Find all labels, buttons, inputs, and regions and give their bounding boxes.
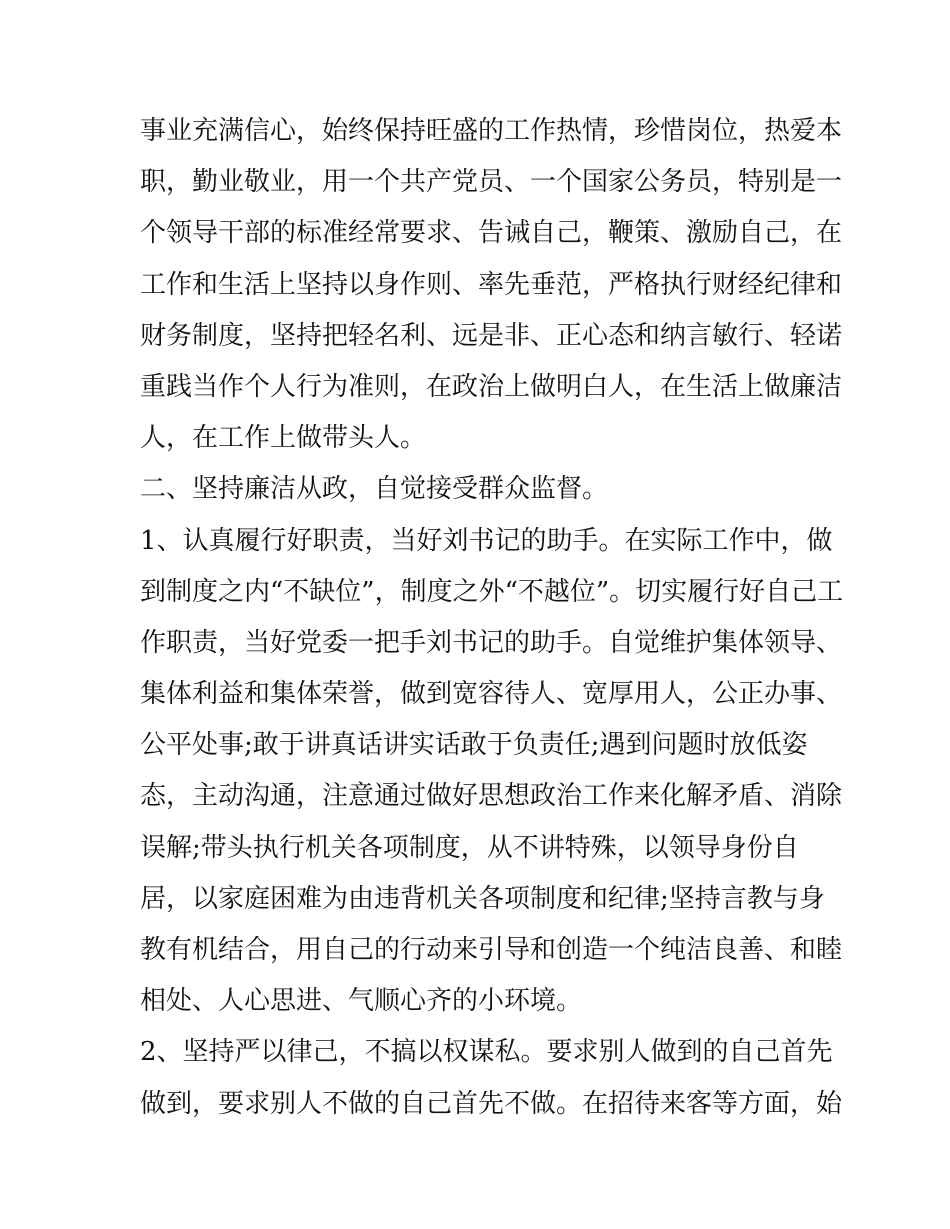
text-line: 误解;带头执行机关各项制度，从不讲特殊，以领导身份自	[140, 832, 799, 863]
text-line: 态，主动沟通，注意通过做好思想政治工作来化解矛盾、消除	[140, 781, 843, 812]
text-line: 教有机结合，用自己的行动来引导和创造一个纯洁良善、和睦	[140, 935, 843, 965]
text-line: 人，在工作上做带头人。	[140, 423, 427, 454]
section-heading: 二、坚持廉洁从政，自觉接受群众监督。	[140, 474, 609, 505]
text-line: 居，以家庭困难为由违背机关各项制度和纪律;坚持言教与身	[140, 883, 825, 914]
document-body	[140, 106, 844, 1130]
text-line: 事业充满信心，始终保持旺盛的工作热情，珍惜岗位，热爱本	[140, 116, 843, 146]
text-line: 公平处事;敢于讲真话讲实话敢于负责任;遇到问题时放低姿	[140, 730, 808, 761]
text-line: 2、坚持严以律己，不搞以权谋私。要求别人做到的自己首先	[140, 1037, 833, 1068]
text-line: 集体利益和集体荣誉，做到宽容待人、宽厚用人，公正办事、	[140, 679, 843, 710]
text-line: 工作和生活上坚持以身作则、率先垂范，严格执行财经纪律和	[140, 269, 843, 300]
text-line: 作职责，当好党委一把手刘书记的助手。自觉维护集体领导、	[140, 627, 843, 658]
text-line: 财务制度，坚持把轻名利、远是非、正心态和纳言敏行、轻诺	[140, 320, 843, 351]
text-line: 到制度之内“不缺位”，制度之外“不越位”。切实履行好自己工	[140, 576, 844, 607]
text-line: 做到，要求别人不做的自己首先不做。在招待来客等方面，始	[140, 1088, 843, 1119]
text-line: 相处、人心思进、气顺心齐的小环境。	[140, 986, 583, 1017]
text-line: 1、认真履行好职责，当好刘书记的助手。在实际工作中，做	[140, 525, 833, 556]
text-line: 职，勤业敬业，用一个共产党员、一个国家公务员，特别是一	[140, 167, 843, 198]
text-line: 个领导干部的标准经常要求、告诫自己，鞭策、激励自己，在	[140, 218, 843, 249]
text-line: 重践当作个人行为准则，在政治上做明白人，在生活上做廉洁	[140, 371, 843, 402]
